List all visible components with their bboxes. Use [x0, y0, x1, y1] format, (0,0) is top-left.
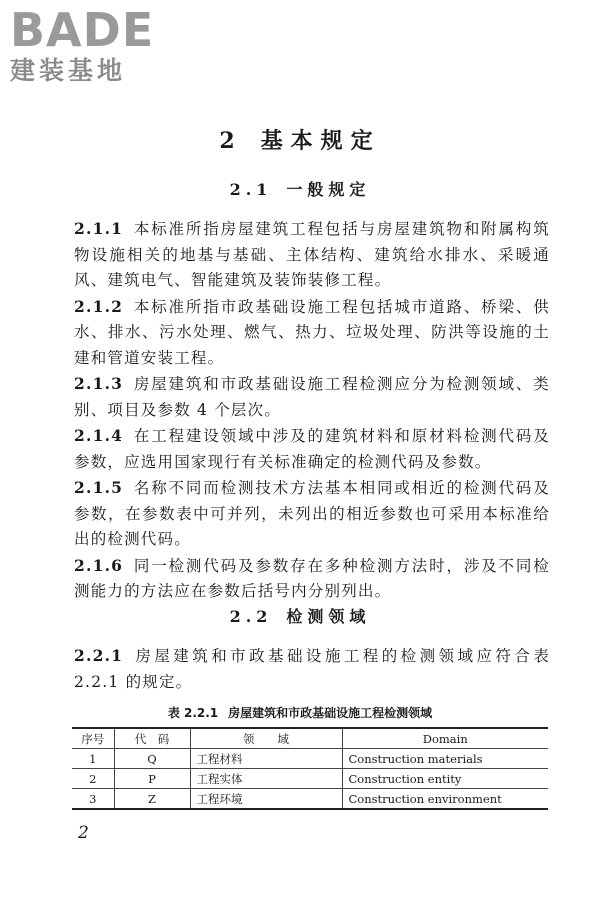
domain-table — [72, 727, 548, 810]
clause-2-1-6 — [74, 553, 550, 605]
section-title: 检测领域 — [286, 607, 371, 626]
chapter-heading — [0, 126, 600, 156]
bade-logo — [10, 4, 180, 88]
clause-text: 本标准所指市政基础设施工程包括城市道路、桥梁、供水、排水、污水处理、燃气、热力、垃圾处理、防洪等设施的土建和管道安装工程。 — [74, 297, 550, 367]
section-2-2-body — [74, 643, 550, 695]
clause-2-2-1 — [74, 643, 550, 695]
cell-domain-en: Construction entity — [342, 769, 548, 789]
chapter-title: 基本规定 — [260, 128, 381, 154]
section-heading-2-1 — [0, 178, 600, 202]
clause-text: 房屋建筑和市政基础设施工程的检测领域应符合表 2.2.1 的规定。 — [74, 647, 550, 691]
table-row — [72, 749, 548, 769]
table-number: 表 2.2.1 — [167, 706, 219, 720]
cell-domain-cn: 工程环境 — [190, 789, 342, 810]
section-title: 一般规定 — [286, 180, 371, 199]
clause-text: 同一检测代码及参数存在多种检测方法时，涉及不同检测能力的方法应在参数后括号内分别列出。 — [74, 556, 550, 600]
clause-2-1-1 — [74, 216, 550, 294]
header-domain-cn: 领 域 — [190, 728, 342, 749]
table-row — [72, 769, 548, 789]
section-number: 2.2 — [229, 607, 273, 626]
clause-number: 2.1.2 — [74, 296, 124, 316]
chapter-number: 2 — [219, 128, 243, 154]
table-title: 房屋建筑和市政基础设施工程检测领域 — [228, 706, 433, 720]
clause-text: 名称不同而检测技术方法基本相同或相近的检测代码及参数，在参数表中可并列，未列出的相近参数也可采用本标准给出的检测代码。 — [74, 479, 550, 548]
clause-text: 房屋建筑和市政基础设施工程检测应分为检测领域、类别、项目及参数 4 个层次。 — [74, 375, 550, 419]
cell-index: 3 — [72, 789, 114, 810]
logo-brand: BADE — [10, 3, 155, 57]
table-caption — [0, 705, 600, 721]
logo-subtitle: 建装基地 — [10, 56, 127, 85]
clause-number: 2.1.4 — [74, 426, 124, 445]
clause-2-1-2 — [74, 294, 550, 372]
header-index: 序号 — [72, 728, 114, 749]
clause-number: 2.1.5 — [74, 478, 124, 497]
cell-domain-en: Construction environment — [342, 789, 548, 810]
cell-code: P — [114, 769, 190, 789]
section-heading-2-2 — [0, 605, 600, 629]
clause-text: 本标准所指房屋建筑工程包括与房屋建筑物和附属构筑物设施相关的地基与基础、主体结构、建筑给水排水、采暖通风、建筑电气、智能建筑及装饰装修工程。 — [74, 220, 550, 289]
cell-index: 1 — [72, 749, 114, 769]
clause-2-1-4 — [74, 423, 550, 475]
clause-2-1-5 — [74, 475, 550, 553]
clause-number: 2.2.1 — [74, 646, 124, 665]
cell-domain-cn: 工程实体 — [190, 769, 342, 789]
clause-2-1-3 — [74, 371, 550, 423]
cell-code: Z — [114, 789, 190, 810]
cell-domain-en: Construction materials — [342, 749, 548, 769]
header-code: 代 码 — [114, 728, 190, 749]
cell-index: 2 — [72, 769, 114, 789]
cell-domain-cn: 工程材料 — [190, 749, 342, 769]
clause-number: 2.1.3 — [74, 374, 124, 393]
section-number: 2.1 — [229, 180, 273, 199]
header-domain-en: Domain — [342, 728, 548, 749]
table-header-row — [72, 728, 548, 749]
clause-number: 2.1.1 — [74, 219, 124, 238]
clause-text: 在工程建设领域中涉及的建筑材料和原材料检测代码及参数，应选用国家现行有关标准确定的检测代码及参数。 — [74, 427, 550, 471]
section-2-1-body — [74, 216, 550, 605]
cell-code: Q — [114, 749, 190, 769]
table-row — [72, 789, 548, 810]
clause-number: 2.1.6 — [74, 555, 124, 575]
page-number: 2 — [78, 823, 89, 843]
